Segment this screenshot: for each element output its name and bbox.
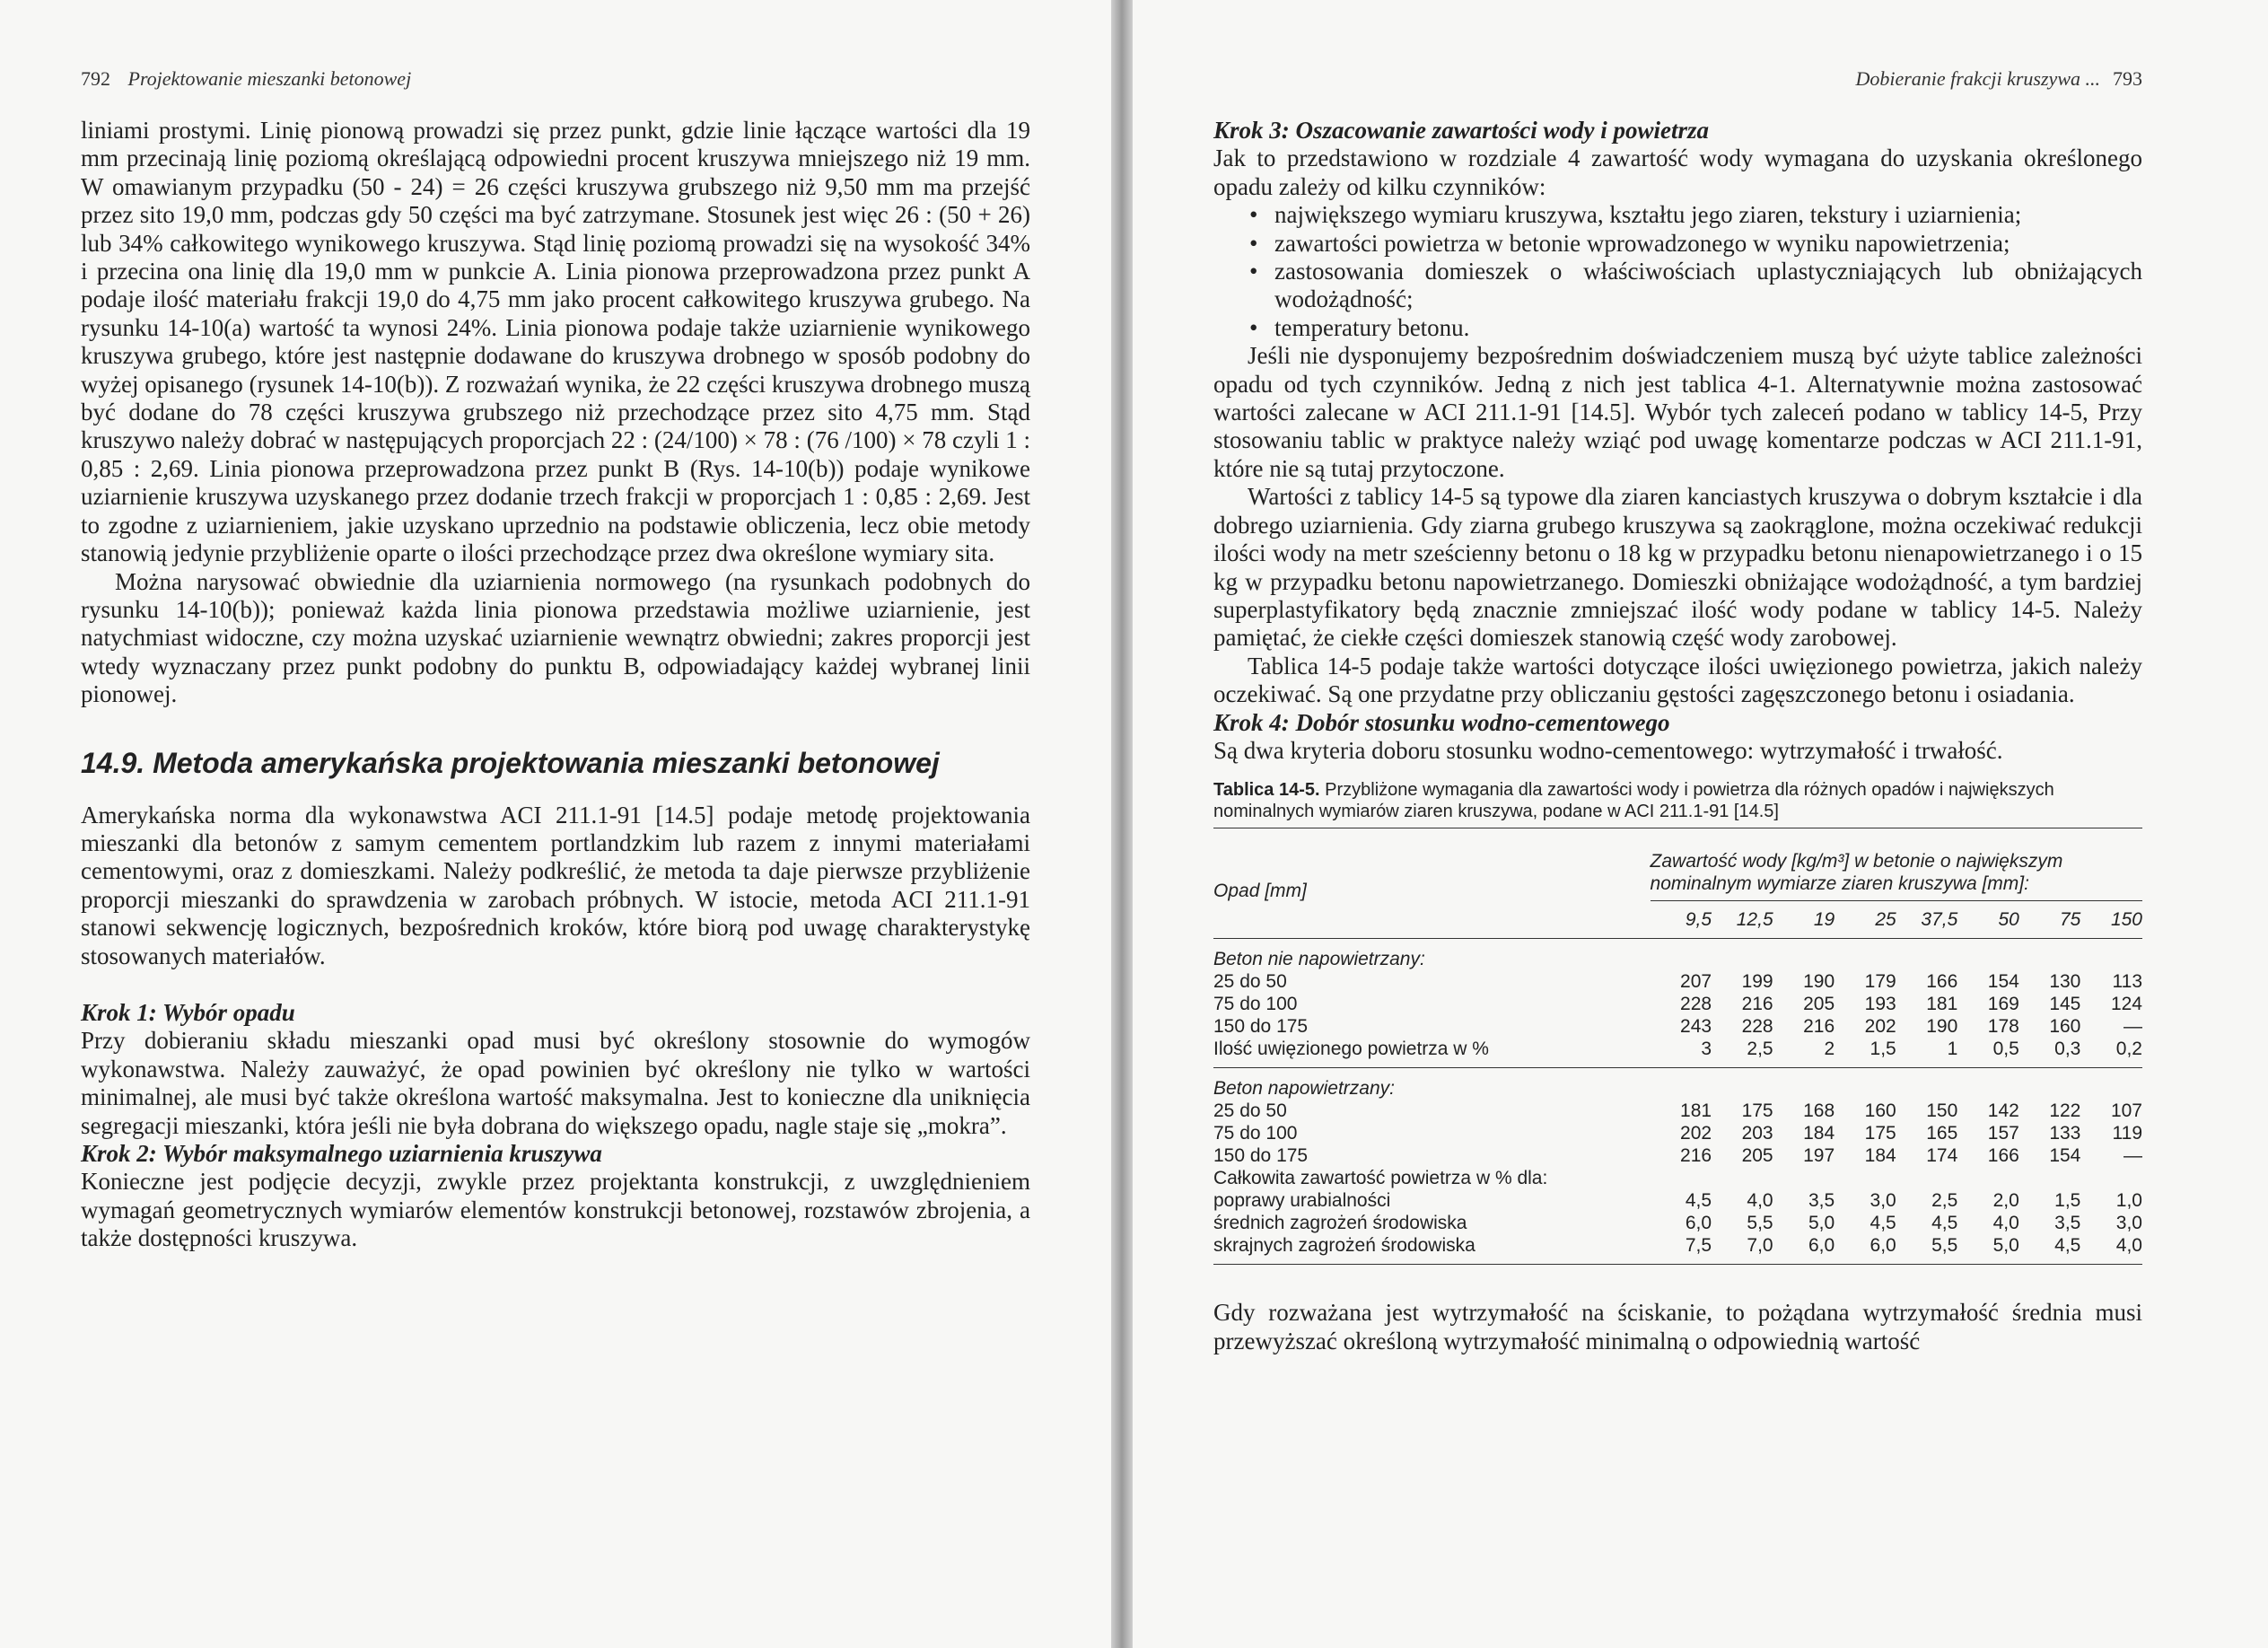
step2-text: Konieczne jest podjęcie decyzji, zwykle przez projektanta konstrukcji, z uwzględnieniem wymagań geometrycznych wymiarów elementów konstrukcji betonowej, rozstawów zbrojenia, a także dostępności kruszywa. (81, 1168, 1030, 1252)
table-cell: — (2124, 1145, 2142, 1167)
table-cell: 178 (1987, 1016, 2019, 1038)
row-label: 75 do 100 (1213, 1123, 1298, 1144)
section-title: 14.9. Metoda amerykańska projektowania mieszanki betonowej (81, 746, 940, 779)
table-rule (1213, 1060, 2142, 1068)
row-label: Ilość uwięzionego powietrza w % (1213, 1039, 1489, 1060)
right-paragraph-3: Tablica 14-5 podaje także wartości dotyczące ilości uwięzionego powietrza, jakich należy oczekiwać. Są one przydatne przy obliczaniu gęstości zagęszczonego betonu i osiadania. (1213, 652, 2142, 708)
size-header: 50 (1998, 909, 2019, 931)
table-row (1213, 1234, 2142, 1257)
table-cell: 3,0 (2115, 1213, 2142, 1234)
table-cell: 3,5 (1808, 1190, 1835, 1212)
table-cell: 205 (1741, 1145, 1773, 1167)
table-cell: 133 (2049, 1123, 2081, 1144)
table-cell: 3,5 (2054, 1213, 2081, 1234)
left-running-header (81, 61, 1030, 97)
table-cell: 154 (1987, 971, 2019, 993)
table-cell: 169 (1987, 994, 2019, 1015)
table-cell: 3,0 (1870, 1190, 1896, 1212)
table-cell: 168 (1803, 1100, 1835, 1122)
table-row (1213, 993, 2142, 1015)
table-cell: 184 (1864, 1145, 1896, 1167)
table-cell: 6,0 (1870, 1235, 1896, 1257)
table-caption-text: Przybliżone wymagania dla zawartości wody i powietrza dla różnych opadów i największych nominalnych wymiarów ziaren kruszywa, podane w ACI 211.1-91 [14.5] (1213, 780, 2054, 822)
table-cell: 1,5 (1870, 1039, 1896, 1060)
table-cell: 228 (1741, 1016, 1773, 1038)
table-rule (1213, 1257, 2142, 1265)
table-cell: 4,5 (2054, 1235, 2081, 1257)
table-cell: 193 (1864, 994, 1896, 1015)
table-cell: 4,0 (2115, 1235, 2142, 1257)
row-label: 150 do 175 (1213, 1016, 1309, 1038)
left-page (0, 0, 1111, 1648)
list-item: • zastosowania domieszek o właściwościach uplastyczniających lub obniżających wodożądność; (1249, 258, 2142, 314)
row-label: 150 do 175 (1213, 1145, 1309, 1167)
table-cell: 0,3 (2054, 1039, 2081, 1060)
table-cell: — (2124, 1016, 2142, 1038)
row-label: poprawy urabialności (1213, 1190, 1391, 1212)
step2-title: Krok 2: Wybór maksymalnego uziarnienia kruszywa (81, 1140, 602, 1167)
table-cell: 165 (1926, 1123, 1958, 1144)
size-header: 75 (2060, 909, 2081, 931)
right-page (1133, 0, 2268, 1648)
size-header: 37,5 (1921, 909, 1958, 931)
table-cell: 124 (2110, 994, 2142, 1015)
table-cell: 205 (1803, 994, 1835, 1015)
table-cell: 5,5 (1931, 1235, 1958, 1257)
table-cell: 107 (2110, 1100, 2142, 1122)
table-cell: 113 (2112, 971, 2142, 993)
step4-title: Krok 4: Dobór stosunku wodno-cementowego (1213, 708, 1670, 736)
table-cell: 5,0 (1808, 1213, 1835, 1234)
right-paragraph-2: Wartości z tablicy 14-5 są typowe dla ziaren kanciastych kruszywa o dobrym kształcie i dla dobrego uziarnienia. Gdy ziarna grubego kruszywa są zaokrąglone, można oczekiwać redukcji ilości wody na metr sześcienny betonu o 18 kg w przypadku betonu nienapowietrzanego i o 15 kg w przypadku betonu napowietrzanego. Domieszki obniżające wodożądność, a tym bardziej superplastyfikatory będą znacznie zmniejszać ilość wody podane w tablicy 14-5. Należy pamiętać, że ciekłe części domieszek stanowią część wody zarobowej. (1213, 483, 2142, 652)
step4-text: Są dwa kryteria doboru stosunku wodno-cementowego: wytrzymałość i trwałość. (1213, 736, 2003, 764)
table-cell: 5,5 (1747, 1213, 1773, 1234)
right-running-title: Dobieranie frakcji kruszywa ... (1855, 67, 2100, 90)
row-label: 25 do 50 (1213, 1100, 1287, 1122)
row-label: 75 do 100 (1213, 994, 1298, 1015)
row-label: 25 do 50 (1213, 971, 1287, 993)
table-cell: 160 (2049, 1016, 2081, 1038)
table-cell: 207 (1680, 971, 1712, 993)
table-row (1213, 1212, 2142, 1234)
table-cell: 2,0 (1992, 1190, 2019, 1212)
table-cell: 5,0 (1992, 1235, 2019, 1257)
table-row (1213, 1100, 2142, 1122)
table-rule (1213, 931, 2142, 939)
factor-list (1213, 201, 2142, 342)
air-title: Całkowita zawartość powietrza w % dla: (1213, 1168, 1548, 1189)
right-page-number: 793 (2113, 67, 2142, 90)
water-air-table (1213, 850, 2142, 1265)
table-cell: 3 (1701, 1039, 1712, 1060)
table-cell: 166 (1987, 1145, 2019, 1167)
closing-paragraph: Gdy rozważana jest wytrzymałość na ściskanie, to pożądana wytrzymałość średnia musi przewyższać określoną wytrzymałość minimalną o odpowiednią wartość (1213, 1299, 2142, 1354)
step3-title: Krok 3: Oszacowanie zawartości wody i powietrza (1213, 117, 1710, 144)
col-header-slump: Opad [mm] (1213, 880, 1307, 901)
size-header: 150 (2110, 909, 2142, 931)
table-cell: 4,5 (1870, 1213, 1896, 1234)
table-cell: 142 (1987, 1100, 2019, 1122)
table-cell: 1,0 (2115, 1190, 2142, 1212)
table-cell: 122 (2049, 1100, 2081, 1122)
table-cell: 4,0 (1992, 1213, 2019, 1234)
left-page-number: 792 (81, 67, 110, 90)
table-row (1213, 1038, 2142, 1060)
table-cell: 6,0 (1808, 1235, 1835, 1257)
table-cell: 0,2 (2115, 1039, 2142, 1060)
table-cell: 203 (1741, 1123, 1773, 1144)
section-intro: Amerykańska norma dla wykonawstwa ACI 211.1-91 [14.5] podaje metodę projektowania mieszanki dla betonów z samym cementem portlandzkim lub razem z innymi materiałami cementowymi, oraz z domieszkami. Należy podkreślić, że metoda ta daje pierwsze przybliżenie proporcji mieszanki do sprawdzenia w zarobach próbnych. W istocie, metoda ACI 211.1-91 stanowi sekwencję logicznych, bezpośrednich kroków, które biorą pod uwagę charakterystykę stosowanych materiałów. (81, 801, 1030, 969)
table-cell: 179 (1864, 971, 1896, 993)
row-label: skrajnych zagrożeń środowiska (1213, 1235, 1476, 1257)
table-cell: 7,5 (1685, 1235, 1712, 1257)
table-cell: 184 (1803, 1123, 1835, 1144)
book-gutter (1111, 0, 1133, 1648)
size-header: 12,5 (1736, 909, 1773, 931)
table-cell: 6,0 (1685, 1213, 1712, 1234)
left-running-title: Projektowanie mieszanki betonowej (127, 67, 412, 90)
size-header: 25 (1875, 909, 1896, 931)
group2-title: Beton napowietrzany: (1213, 1078, 1395, 1100)
right-paragraph-1: Jeśli nie dysponujemy bezpośrednim doświadczeniem muszą być użyte tablice zależności opadu od tych czynników. Jedną z nich jest tablica 4-1. Alternatywnie można zastosować wartości zalecane w ACI 211.1-91 [14.5]. Wybór tych zaleceń podano w tablicy 14-5, Przy stosowaniu tablic w praktyce należy wziąć pod uwagę komentarze podczas w ACI 211.1-91, które nie są tutaj przytoczone. (1213, 342, 2142, 482)
size-header: 9,5 (1685, 909, 1712, 931)
table-cell: 181 (1926, 994, 1958, 1015)
table-cell: 175 (1864, 1123, 1896, 1144)
table-cell: 1 (1947, 1039, 1958, 1060)
table-cell: 202 (1864, 1016, 1896, 1038)
step1-title: Krok 1: Wybór opadu (81, 998, 295, 1026)
table-cell: 216 (1803, 1016, 1835, 1038)
table-cell: 174 (1926, 1145, 1958, 1167)
step1-text: Przy dobieraniu składu mieszanki opad musi być określony stosownie do wymogów wykonawstwa. Należy zauważyć, że opad powinien być określony nie tylko w wartości minimalnej, ale musi być także określona wartość maksymalna. Jest to konieczne dla uniknięcia segregacji mieszanki, która jeśli nie była dobrana do większego opadu, nagle staje się „mokra”. (81, 1027, 1030, 1139)
table-cell: 216 (1680, 1145, 1712, 1167)
table-cell: 190 (1803, 971, 1835, 993)
table-cell: 175 (1741, 1100, 1773, 1122)
table-row (1213, 970, 2142, 993)
table-cell: 166 (1926, 971, 1958, 993)
table-cell: 154 (2049, 1145, 2081, 1167)
table-cell: 197 (1803, 1145, 1835, 1167)
table-cell: 199 (1741, 971, 1773, 993)
size-header: 19 (1813, 909, 1835, 931)
table-cell: 2 (1824, 1039, 1835, 1060)
table-cell: 150 (1926, 1100, 1958, 1122)
table-cell: 228 (1680, 994, 1712, 1015)
list-item: • największego wymiaru kruszywa, kształtu jego ziaren, tekstury i uziarnienia; (1249, 201, 2142, 229)
table-row (1213, 1144, 2142, 1167)
table-cell: 216 (1741, 994, 1773, 1015)
table-row (1213, 1189, 2142, 1212)
table-cell: 2,5 (1747, 1039, 1773, 1060)
table-caption-label: Tablica 14-5. (1213, 780, 1320, 801)
table-cell: 4,5 (1685, 1190, 1712, 1212)
list-item: • zawartości powietrza w betonie wprowadzonego w wyniku napowietrzenia; (1249, 230, 2142, 258)
table-row (1213, 1015, 2142, 1038)
group1-title: Beton nie napowietrzany: (1213, 949, 1425, 970)
row-label: średnich zagrożeń środowiska (1213, 1213, 1467, 1234)
table-cell: 119 (2112, 1123, 2142, 1144)
table-cell: 0,5 (1992, 1039, 2019, 1060)
table-cell: 181 (1680, 1100, 1712, 1122)
table-cell: 1,5 (2054, 1190, 2081, 1212)
table-cell: 243 (1680, 1016, 1712, 1038)
table-cell: 160 (1864, 1100, 1896, 1122)
step3-intro: Jak to przedstawiono w rozdziale 4 zawartość wody wymagana do uzyskania określonego opadu zależy od kilku czynników: (1213, 145, 2142, 200)
table-cell: 7,0 (1747, 1235, 1773, 1257)
table-cell: 4,0 (1747, 1190, 1773, 1212)
table-cell: 4,5 (1931, 1213, 1958, 1234)
list-item: • temperatury betonu. (1249, 314, 2142, 342)
table-cell: 202 (1680, 1123, 1712, 1144)
left-paragraph-1: liniami prostymi. Linię pionową prowadzi się przez punkt, gdzie linie łączące wartości dla 19 mm przecinają linię poziomą określającą odpowiedni procent kruszywa mniejszego niż 19 mm. W omawianym przypadku (50 - 24) = 26 części kruszywa grubszego niż 9,50 mm ma przejść przez sito 19,0 mm, podczas gdy 50 części ma być zatrzymane. Stosunek jest więc 26 : (50 + 26) lub 34% całkowitego wynikowego kruszywa. Stąd linię poziomą prowadzi się na wysokość 34% i przecina ona linię dla 19,0 mm w punkcie A. Linia pionowa przeprowadzona przez punkt A podaje ilość materiału frakcji 19,0 do 4,75 mm jako procent całkowitego kruszywa grubego. Na rysunku 14-10(a) wartość ta wynosi 24%. Linia pionowa podaje także uziarnienie wynikowego kruszywa grubego, które jest następnie dodawane do kruszywa drobnego w sposób podobny do wyżej opisanego (rysunek 14-10(b)). Z rozważań wynika, że 22 części kruszywa drobnego muszą być dodane do 78 części kruszywa grubszego niż przechodzące przez sito 4,75 mm. Stąd kruszywo należy dobrać w następujących proporcjach 22 : (24/100) × 78 : (76 /100) × 78 czyli 1 : 0,85 : 2,69. Linia pionowa przeprowadzona przez punkt B (Rys. 14-10(b)) podaje wynikowe uziarnienie kruszywa uzyskanego przez dodanie trzech frakcji w proporcjach 1 : 0,85 : 2,69. Jest to zgodne z uziarnieniem, jakie uzyskano uprzednio na podstawie obliczenia, lecz obie metody stanowią jedynie przybliżenie oparte o ilości przechodzące przez dwa określone wymiary sita. (81, 117, 1030, 567)
right-running-header (1213, 61, 2142, 97)
table-cell: 157 (1987, 1123, 2019, 1144)
table-cell: 190 (1926, 1016, 1958, 1038)
table-row (1213, 1122, 2142, 1144)
left-paragraph-2: Można narysować obwiednie dla uziarnienia normowego (na rysunkach podobnych do rysunku 14-10(b)); ponieważ każda linia pionowa przedstawia możliwe uziarnienie, jest natychmiast widoczne, czy można uzyskać uziarnienie wewnątrz obwiedni; zakres proporcji jest wtedy wyznaczany przez punkt podobny do punktu B, odpowiadający każdej wybranej linii pionowej. (81, 567, 1030, 708)
col-header-water: Zawartość wody [kg/m³] w betonie o największym nominalnym wymiarze ziaren kruszywa [mm]: (1651, 850, 2142, 901)
table-cell: 130 (2049, 971, 2081, 993)
table-cell: 2,5 (1931, 1190, 1958, 1212)
table-cell: 145 (2049, 994, 2081, 1015)
table-caption (1213, 779, 2142, 828)
